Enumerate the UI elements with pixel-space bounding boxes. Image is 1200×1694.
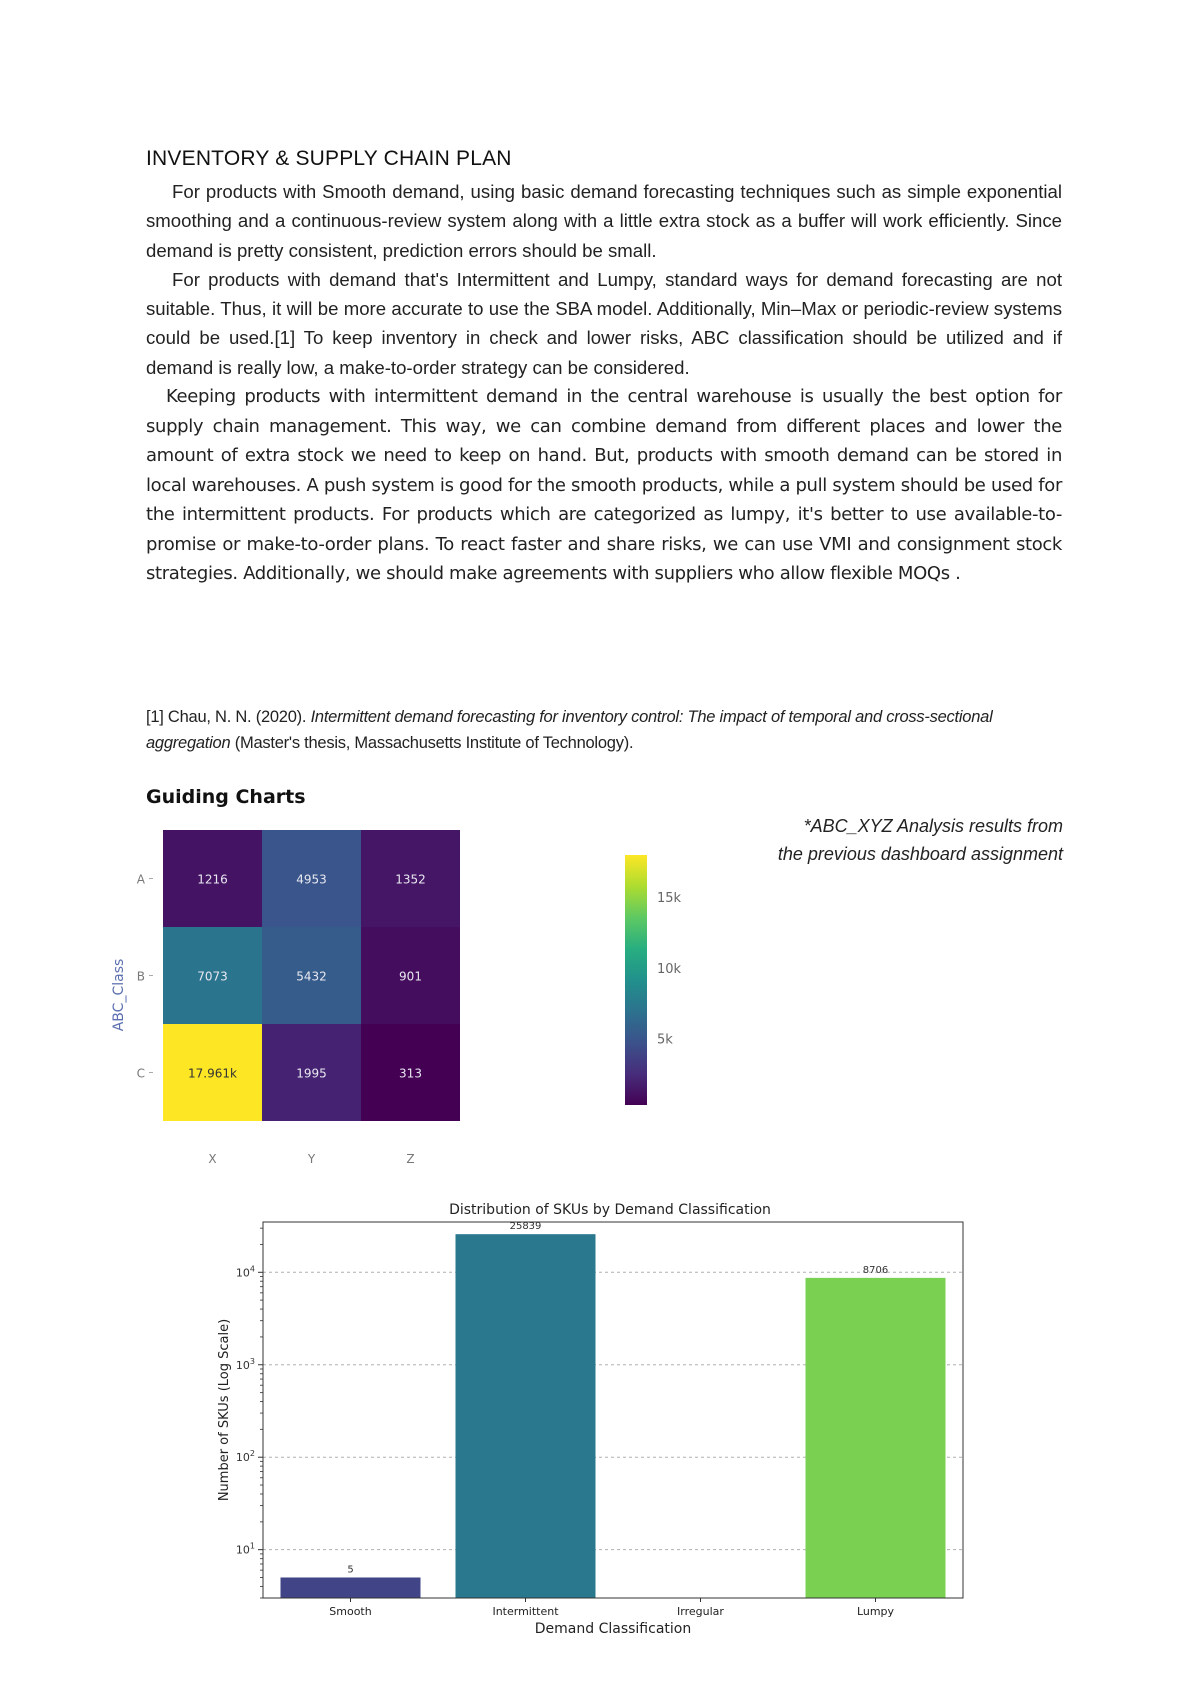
reference-prefix: [1] Chau, N. N. (2020).	[146, 708, 311, 726]
paragraph-smooth: For products with Smooth demand, using basic demand forecasting techniques such as simple exponential smoothing and a continuous-review system along with a little extra stock as a buffer will work efficiently. Since demand is pretty consistent, prediction errors should be small.	[146, 181, 1062, 261]
bar-chart-title: Distribution of SKUs by Demand Classification	[449, 1202, 771, 1218]
reference-citation	[146, 704, 1046, 756]
heatmap-col-tick: Z	[406, 1152, 415, 1166]
heatmap-cell-label: 901	[399, 969, 422, 984]
heatmap-col-tick: X	[208, 1152, 217, 1166]
bar-chart-y-tick-label: $10^2$	[235, 1449, 255, 1465]
heatmap-cell-label: 1352	[395, 872, 426, 887]
colorbar-tick-label: 10k	[657, 961, 682, 977]
bar-chart-x-tick-label: Lumpy	[856, 1605, 895, 1618]
demand-classification-bar-chart	[210, 1198, 980, 1646]
heatmap-row-tick: A	[136, 872, 145, 887]
reference-suffix: (Master's thesis, Massachusetts Institute of Technology).	[230, 734, 634, 752]
note-line-1: *ABC_XYZ Analysis results from	[803, 816, 1063, 836]
heatmap-cell-label: 1995	[296, 1066, 327, 1081]
bar-chart-y-tick-label: $10^3$	[235, 1356, 255, 1372]
bar-value-label: 8706	[862, 1264, 889, 1276]
bar-chart-y-tick-label: $10^1$	[235, 1541, 255, 1557]
bar-chart-x-tick-label: Irregular	[677, 1605, 724, 1618]
heatmap-row-tick: B	[136, 969, 145, 984]
reference-title: Intermittent demand forecasting for inventory control: The impact of temporal and cross-sectional aggregation	[146, 708, 993, 752]
heatmap-cell-label: 4953	[296, 872, 327, 887]
section-heading: Guiding Charts	[146, 786, 306, 808]
heatmap-cell-label: 5432	[296, 969, 327, 984]
colorbar	[625, 855, 647, 1105]
paragraph-supply-chain: Keeping products with intermittent demand in the central warehouse is usually the best option for supply chain management. This way, we can combine demand from different places and lower the amount of extra stock we need to keep on hand. But, products with smooth demand can be stored in local warehouses. A push system is good for the smooth products, while a pull system should be used for the intermittent products. For products which are categorized as lumpy, it's better to use available-to-promise or make-to-order plans. To react faster and share risks, we can use VMI and consignment stock strategies. Additionally, we should make agreements with suppliers who allow flexible MOQs .	[146, 386, 1062, 585]
heatmap-cell-label: 1216	[197, 872, 228, 887]
heatmap-cell-label: 313	[399, 1066, 422, 1081]
bar-chart-y-axis-label: Number of SKUs (Log Scale)	[217, 1318, 232, 1502]
analysis-note	[778, 812, 1063, 868]
heatmap-col-tick: Y	[307, 1152, 316, 1166]
colorbar-tick-label: 15k	[657, 890, 682, 906]
colorbar-tick-label: 5k	[657, 1032, 673, 1048]
heatmap-row-tick: C	[136, 1066, 145, 1081]
heatmap-cell-label: 7073	[197, 969, 228, 984]
bar-value-label: 5	[347, 1564, 354, 1576]
bar-value-label: 25839	[509, 1221, 542, 1233]
page-title: INVENTORY & SUPPLY CHAIN PLAN	[146, 147, 512, 170]
heatmap-y-axis-label: ABC_Class	[111, 958, 127, 1032]
bar-lumpy	[806, 1278, 946, 1598]
paragraph-intermittent-lumpy: For products with demand that's Intermittent and Lumpy, standard ways for demand forecasting are not suitable. Thus, it will be more accurate to use the SBA model. Additionally, Min–Max or periodic-review systems could be used.[1] To keep inventory in check and lower risks, ABC classification should be utilized and if demand is really low, a make-to-order strategy can be considered.	[146, 268, 1062, 378]
bar-chart-x-tick-label: Smooth	[329, 1605, 372, 1618]
bar-smooth	[281, 1577, 421, 1598]
bar-chart-x-tick-label: Intermittent	[492, 1605, 559, 1618]
bar-intermittent	[456, 1234, 596, 1598]
bar-chart-x-axis-label: Demand Classification	[534, 1621, 692, 1637]
heatmap-cell-label: 17.961k	[188, 1066, 237, 1081]
abc-xyz-heatmap	[105, 830, 705, 1200]
bar-chart-y-tick-label: $10^4$	[235, 1264, 255, 1280]
note-line-2: the previous dashboard assignment	[777, 844, 1063, 864]
body-text	[146, 177, 1062, 589]
